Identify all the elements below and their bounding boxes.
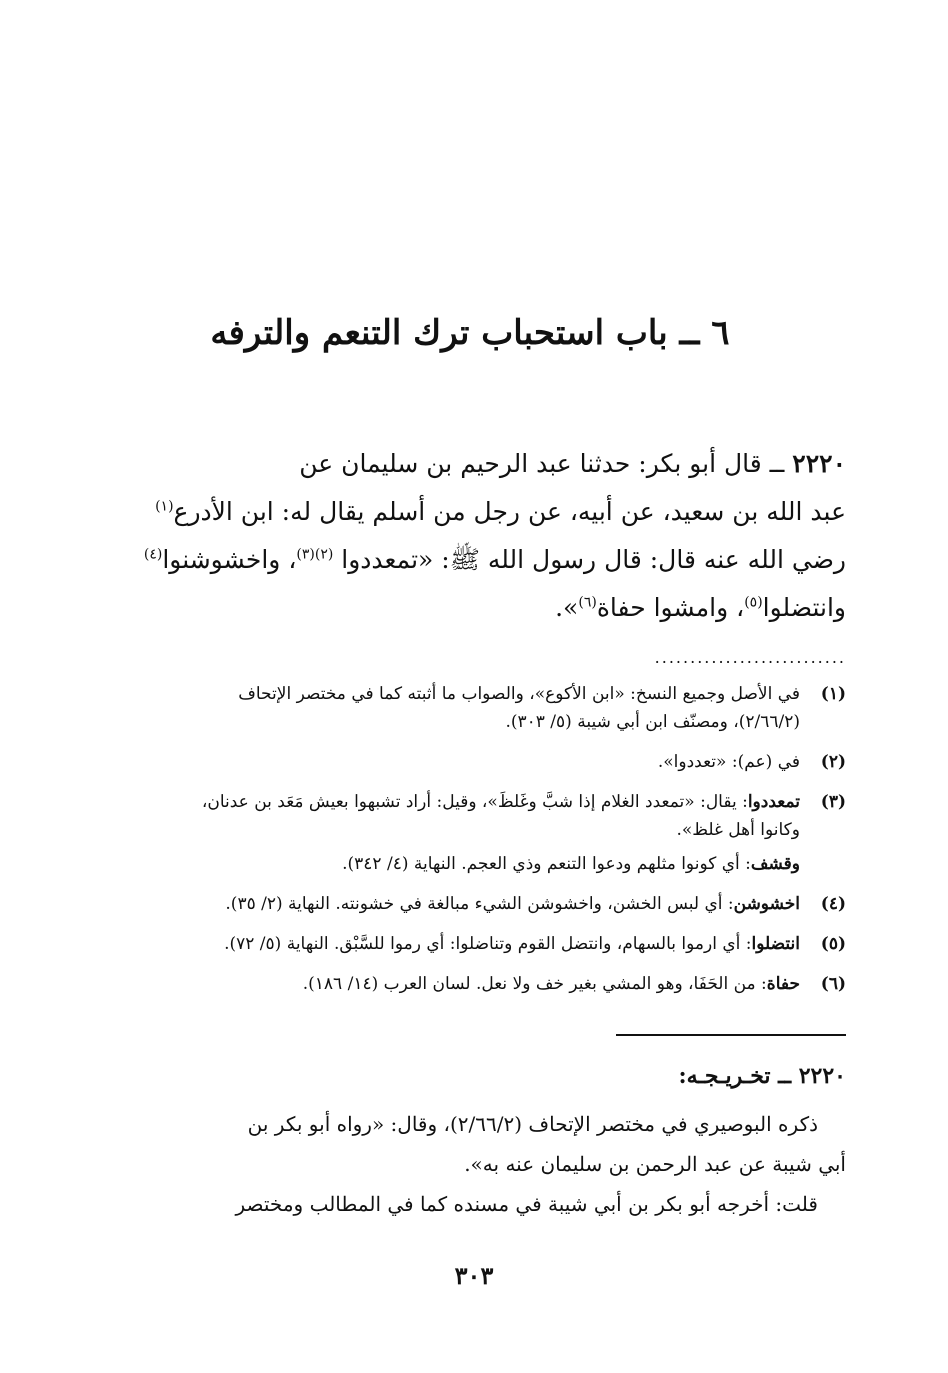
- footnote-3: [118, 788, 846, 844]
- footnote-ref-3[interactable]: (٣): [296, 546, 315, 563]
- section-divider: [616, 1034, 846, 1036]
- takhrij-text: [118, 1104, 846, 1224]
- footnote-ref-5[interactable]: (٥): [744, 594, 763, 611]
- hadith-line-4: [118, 584, 846, 632]
- footnote-term: وقشف: [750, 854, 800, 874]
- hadith-line-2-text: عبد الله بن سعيد، عن أبيه، عن رجل من أسلم يقال له: ابن الأدرع: [173, 497, 846, 526]
- footnote-2: [118, 748, 846, 776]
- takhrij-line-3: قلت: أخرجه أبو بكر بن أبي شيبة في مسنده كما في المطالب ومختصر: [235, 1192, 818, 1216]
- hadith-line-2: [118, 488, 846, 536]
- footnote-number: (١): [820, 684, 846, 704]
- hadith-line-3: [118, 536, 846, 584]
- footnote-text: [118, 788, 800, 816]
- chapter-title: ٦ ــ باب استحباب ترك التنعم والترفه: [210, 313, 730, 353]
- footnote-term: اخشوشن: [733, 894, 800, 914]
- footnote-text: في (عم): «تعددوا».: [657, 752, 800, 772]
- footnote-number: (٦): [820, 974, 846, 994]
- footnote-ref-1[interactable]: (١): [155, 498, 174, 515]
- hadith-line-4-text-a: وانتضلوا: [762, 593, 846, 622]
- footnote-ref-4[interactable]: (٤): [143, 546, 163, 563]
- footnote-number: (٣): [820, 792, 846, 812]
- hadith-line-1-text: ــ قال أبو بكر: حدثنا عبد الرحيم بن سليمان عن: [299, 449, 793, 478]
- hadith-line-3-text-a: رضي الله عنه قال: قال رسول الله ﷺ: «تمعددوا: [341, 545, 846, 574]
- page-number: ٣٠٣: [454, 1261, 494, 1290]
- footnote-text: [118, 970, 800, 998]
- footnote-number: (٤): [820, 894, 846, 914]
- footnote-ref-2[interactable]: (٢): [314, 546, 334, 563]
- hadith-line-4-text-c: ».: [555, 593, 579, 622]
- footnote-term: تمعددوا: [747, 792, 800, 812]
- hadith-line-1: [118, 440, 846, 488]
- footnote-text-body: : أي ارموا بالسهام، وانتضل القوم وتناضلوا: أي رموا للسَّبْق. النهاية (٥/ ٧٢).: [224, 934, 752, 954]
- footnote-text: (٢/٦٦/٢)، ومصنّف ابن أبي شيبة (٥/ ٣٠٣).: [505, 712, 800, 732]
- hadith-text: [118, 440, 846, 632]
- footnote-text-body: : أي لبس الخشن، واخشوشن الشيء مبالغة في خشونته. النهاية (٢/ ٣٥).: [225, 894, 734, 914]
- footnote-ref-6[interactable]: (٦): [578, 594, 597, 611]
- footnote-6: [118, 970, 846, 998]
- hadith-line-3-text-b: ، واخشوشنوا: [162, 545, 297, 574]
- footnote-text-body: : يقال: «تمعدد الغلام إذا شبَّ وغَلظَ»، وقيل: أراد تشبهوا بعيش مَعَد بن عدنان،: [201, 792, 748, 812]
- footnote-separator: ...........................: [654, 648, 846, 667]
- footnote-number: (٥): [820, 934, 846, 954]
- footnote-3-continuation: [118, 850, 846, 878]
- takhrij-line-2: أبي شيبة عن عبد الرحمن بن سليمان عنه به».: [464, 1152, 846, 1176]
- footnote-1: [118, 680, 846, 736]
- hadith-line-4-text-b: ، وامشوا حفاة: [596, 593, 745, 622]
- footnote-4: [118, 890, 846, 918]
- takhrij-heading: ٢٢٢٠ ــ تخـريـجـه:: [678, 1063, 846, 1089]
- footnote-text: وكانوا أهل غلظ».: [676, 820, 800, 840]
- footnote-text-body: : أي كونوا مثلهم ودعوا التنعم وذي العجم. النهاية (٤/ ٣٤٢).: [342, 854, 751, 874]
- footnotes: [118, 680, 846, 1010]
- footnote-term: حفاة: [766, 974, 800, 994]
- takhrij-line-1: ذكره البوصيري في مختصر الإتحاف (٢/٦٦/٢)، وقال: «رواه أبو بكر بن: [247, 1112, 818, 1136]
- footnote-text-body: : من الحَفَا، وهو المشي بغير خف ولا نعل. لسان العرب (١٤/ ١٨٦).: [302, 974, 767, 994]
- footnote-5: [118, 930, 846, 958]
- footnote-text: في الأصل وجميع النسخ: «ابن الأكوع»، والصواب ما أثبته كما في مختصر الإتحاف: [238, 684, 800, 704]
- footnote-term: انتضلوا: [751, 934, 800, 954]
- footnote-number: (٢): [820, 752, 846, 772]
- footnote-text: [118, 930, 800, 958]
- footnote-text: [118, 890, 800, 918]
- hadith-number: ٢٢٢٠: [792, 449, 846, 478]
